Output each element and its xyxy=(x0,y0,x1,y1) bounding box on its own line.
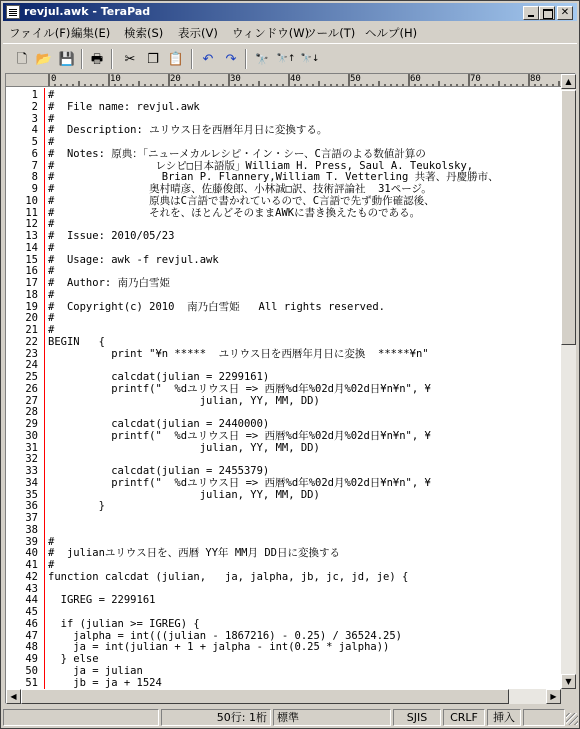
editor-line[interactable] xyxy=(6,453,561,465)
minimize-button[interactable] xyxy=(523,6,539,20)
line-number: 41 xyxy=(25,559,38,571)
editor-line[interactable] xyxy=(6,277,561,289)
editor-line[interactable] xyxy=(6,418,561,430)
line-number: 22 xyxy=(25,335,38,348)
line-text: print "¥n ***** ユリウス日を西暦年月日に変換 *****¥n" xyxy=(48,347,429,360)
line-number: 26 xyxy=(25,382,38,395)
editor-line[interactable] xyxy=(6,336,561,348)
scroll-down-icon[interactable]: ▼ xyxy=(561,674,576,689)
editor-line[interactable] xyxy=(6,395,561,407)
line-number: 21 xyxy=(25,324,38,336)
horizontal-scrollbar[interactable] xyxy=(6,689,561,704)
editor-line[interactable] xyxy=(6,653,561,665)
menu-bar xyxy=(3,22,577,41)
line-text: # xyxy=(48,89,55,101)
editor-pane[interactable] xyxy=(5,73,576,704)
menu-tools[interactable]: ツール(T) xyxy=(305,26,356,40)
undo-icon[interactable]: ↶ xyxy=(202,51,214,67)
line-number: 5 xyxy=(31,136,38,148)
vertical-scrollbar[interactable] xyxy=(561,74,576,689)
line-text: } xyxy=(48,500,105,513)
line-text: # xyxy=(48,324,55,336)
editor-line[interactable] xyxy=(6,207,561,219)
line-number: 11 xyxy=(25,206,38,219)
editor-line[interactable] xyxy=(6,312,561,324)
editor-line[interactable] xyxy=(6,289,561,301)
editor-line[interactable] xyxy=(6,371,561,383)
edit-mode: 標準 xyxy=(273,709,391,726)
new-file-icon[interactable]: 🗋 xyxy=(16,51,28,67)
line-number: 4 xyxy=(31,124,38,137)
line-number: 50 xyxy=(25,664,38,677)
toolbar-separator xyxy=(191,49,193,69)
line-text: # 原典はC言語で書かれているので、C言語で先ず動作確認後、 xyxy=(48,194,435,207)
line-number: 38 xyxy=(25,523,38,536)
line-text: # Description: ユリウス日を西暦年月日に変換する。 xyxy=(48,124,328,137)
line-number: 15 xyxy=(25,253,38,266)
resize-grip-icon[interactable] xyxy=(566,713,578,725)
line-number: 29 xyxy=(25,418,38,430)
menu-edit[interactable]: 編集(E) xyxy=(71,26,111,40)
editor-line[interactable] xyxy=(6,160,561,172)
line-text: # xyxy=(48,265,55,278)
open-folder-icon[interactable]: 📂 xyxy=(35,51,53,67)
editor-line[interactable] xyxy=(6,559,561,571)
redo-icon[interactable]: ↷ xyxy=(225,51,237,67)
line-text: printf(" %dユリウス日 => 西暦%d年%02d月%02d日¥n¥n", ¥ xyxy=(48,429,431,442)
ruler-label: 0 xyxy=(51,74,57,84)
save-icon[interactable]: 💾 xyxy=(58,51,76,67)
title-bar[interactable] xyxy=(3,3,577,21)
copy-icon[interactable]: ❐ xyxy=(147,51,159,67)
line-text: # julianユリウス日を、西暦 YY年 MM月 DD日に変換する xyxy=(48,547,340,560)
find-prev-icon[interactable]: 🔭↑ xyxy=(276,53,296,64)
cut-icon[interactable]: ✂ xyxy=(124,51,136,67)
editor-line[interactable] xyxy=(6,324,561,336)
line-text: julian, YY, MM, DD) xyxy=(48,394,320,407)
menu-help[interactable]: ヘルプ(H) xyxy=(365,26,418,40)
ruler-label: 20 xyxy=(170,74,181,84)
line-number: 28 xyxy=(25,406,38,419)
editor-line[interactable] xyxy=(6,89,561,101)
editor-line[interactable] xyxy=(6,571,561,583)
line-text: # Brian P. Flannery,William T. Vetterling 共著、丹慶勝市、 xyxy=(48,171,499,184)
toolbar-separator xyxy=(111,49,113,69)
ruler-corner xyxy=(6,74,46,87)
line-number: 9 xyxy=(31,183,38,195)
line-text: calcdat(julian = 2440000) xyxy=(48,418,270,430)
editor-line[interactable] xyxy=(6,148,561,160)
menu-search[interactable]: 検索(S) xyxy=(124,26,164,40)
close-button[interactable]: ✕ xyxy=(557,6,573,20)
status-blank xyxy=(3,709,159,726)
line-number: 19 xyxy=(25,300,38,313)
line-number: 12 xyxy=(25,218,38,231)
vertical-scroll-thumb[interactable] xyxy=(561,90,576,345)
line-number: 3 xyxy=(31,112,38,125)
line-text: # Usage: awk -f revjul.awk xyxy=(48,253,219,266)
editor-line[interactable] xyxy=(6,171,561,183)
line-text: # xyxy=(48,241,55,254)
status-bar xyxy=(3,707,579,727)
line-number: 13 xyxy=(25,230,38,242)
editor-line[interactable] xyxy=(6,101,561,113)
line-text: if (julian >= IGREG) { xyxy=(48,617,200,630)
line-number: 16 xyxy=(25,265,38,278)
line-text: # Copyright(c) 2010 南乃白雪姫 All rights reserved. xyxy=(48,300,385,313)
line-text: # xyxy=(48,112,55,125)
line-number: 7 xyxy=(31,159,38,172)
line-number: 39 xyxy=(25,535,38,548)
line-number: 18 xyxy=(25,288,38,301)
newline-type: CRLF xyxy=(443,709,485,726)
line-text: ja = julian xyxy=(48,664,143,677)
ruler-label: 40 xyxy=(290,74,301,84)
editor-line[interactable] xyxy=(6,383,561,395)
line-number: 10 xyxy=(25,194,38,207)
line-number: 36 xyxy=(25,500,38,513)
line-text: jb = ja + 1524 xyxy=(48,676,162,689)
editor-line[interactable] xyxy=(6,406,561,418)
line-number: 43 xyxy=(25,582,38,595)
line-number: 33 xyxy=(25,465,38,477)
line-number: 37 xyxy=(25,512,38,524)
editor-line[interactable] xyxy=(6,359,561,371)
scroll-up-icon[interactable]: ▲ xyxy=(561,74,576,89)
line-number: 49 xyxy=(25,653,38,665)
line-text: # xyxy=(48,218,55,231)
line-text: # xyxy=(48,312,55,325)
editor-line[interactable] xyxy=(6,512,561,524)
line-number: 17 xyxy=(25,277,38,289)
ruler-ticks xyxy=(46,74,561,87)
line-text: function calcdat (julian, ja, jalpha, jb, jc, jd, je) { xyxy=(48,570,409,583)
line-number: 32 xyxy=(25,453,38,466)
line-number: 6 xyxy=(31,147,38,160)
editor-line[interactable] xyxy=(6,136,561,148)
line-number: 45 xyxy=(25,606,38,618)
line-text: julian, YY, MM, DD) xyxy=(48,441,320,454)
ruler-label: 60 xyxy=(410,74,421,84)
line-number: 34 xyxy=(25,476,38,489)
line-text: calcdat(julian = 2299161) xyxy=(48,371,270,383)
editor-line[interactable] xyxy=(6,630,561,642)
toolbar-separator xyxy=(81,49,83,69)
editor-line[interactable] xyxy=(6,113,561,125)
insert-mode: 挿入 xyxy=(487,709,521,726)
line-text: # xyxy=(48,559,55,571)
editor-line[interactable] xyxy=(6,265,561,277)
line-number: 14 xyxy=(25,241,38,254)
line-number: 1 xyxy=(31,89,38,101)
window-title: revjul.awk - TeraPad xyxy=(24,5,151,18)
line-number: 48 xyxy=(25,641,38,654)
scroll-left-icon[interactable]: ◀ xyxy=(6,689,21,704)
line-text: # Notes: 原典：「ニューメカルレシピ・イン・シー、C言語のよる数値計算の xyxy=(48,147,426,160)
text-area[interactable] xyxy=(6,88,561,689)
editor-line[interactable] xyxy=(6,583,561,595)
editor-line[interactable] xyxy=(6,195,561,207)
line-number: 35 xyxy=(25,488,38,501)
line-number: 51 xyxy=(25,676,38,689)
editor-line[interactable] xyxy=(6,547,561,559)
editor-line[interactable] xyxy=(6,489,561,501)
line-number: 46 xyxy=(25,617,38,630)
line-text: # 奥村晴彦、佐藤俊郎、小林誠□訳、技術評論社 31ページ。 xyxy=(48,183,432,195)
line-text: # File name: revjul.awk xyxy=(48,100,200,113)
editor-line[interactable] xyxy=(6,218,561,230)
editor-line[interactable] xyxy=(6,242,561,254)
line-number: 40 xyxy=(25,547,38,560)
ruler-label: 30 xyxy=(230,74,241,84)
column-ruler xyxy=(46,74,561,87)
editor-line[interactable] xyxy=(6,230,561,242)
line-text: # xyxy=(48,136,55,148)
scroll-right-icon[interactable]: ▶ xyxy=(546,689,561,704)
line-number: 44 xyxy=(25,594,38,607)
line-text: printf(" %dユリウス日 => 西暦%d年%02d月%02d日¥n¥n", ¥ xyxy=(48,382,431,395)
line-number: 30 xyxy=(25,429,38,442)
line-text: # それを、ほとんどそのままAWKに書き換えたものである。 xyxy=(48,206,421,219)
find-next-icon[interactable]: 🔭↓ xyxy=(300,53,320,64)
editor-line[interactable] xyxy=(6,524,561,536)
ruler-label: 10 xyxy=(110,74,121,84)
line-text: IGREG = 2299161 xyxy=(48,594,156,607)
line-number: 20 xyxy=(25,312,38,325)
paste-icon[interactable]: 📋 xyxy=(167,51,185,67)
line-number: 31 xyxy=(25,441,38,454)
editor-line[interactable] xyxy=(6,606,561,618)
status-extra xyxy=(523,709,565,726)
editor-line[interactable] xyxy=(6,677,561,689)
line-text: # Author: 南乃白雪姫 xyxy=(48,277,171,289)
line-number: 42 xyxy=(25,570,38,583)
line-text: printf(" %dユリウス日 => 西暦%d年%02d月%02d日¥n¥n", ¥ xyxy=(48,476,431,489)
line-text: } else xyxy=(48,653,99,665)
line-number: 25 xyxy=(25,371,38,383)
line-text: calcdat(julian = 2455379) xyxy=(48,465,270,477)
editor-line[interactable] xyxy=(6,254,561,266)
line-number: 2 xyxy=(31,100,38,113)
toolbar-separator xyxy=(245,49,247,69)
editor-line[interactable] xyxy=(6,641,561,653)
editor-line[interactable] xyxy=(6,500,561,512)
menu-file[interactable]: ファイル(F) xyxy=(9,26,71,40)
line-text: # xyxy=(48,535,55,548)
menu-window[interactable]: ウィンドウ(W) xyxy=(232,26,310,40)
ruler-label: 50 xyxy=(350,74,361,84)
editor-line[interactable] xyxy=(6,665,561,677)
line-text: jalpha = int(((julian - 1867216) - 0.25) / 36524.25) xyxy=(48,629,403,642)
horizontal-scroll-thumb[interactable] xyxy=(21,689,509,704)
line-text: # xyxy=(48,288,55,301)
line-text: # Issue: 2010/05/23 xyxy=(48,230,175,242)
ruler-label: 80 xyxy=(530,74,541,84)
line-text: BEGIN { xyxy=(48,335,105,348)
maximize-button[interactable] xyxy=(539,6,555,20)
print-icon[interactable]: 🖶 xyxy=(90,51,104,67)
line-number: 23 xyxy=(25,347,38,360)
line-text: ja = int(julian + 1 + jalpha - int(0.25 * jalpha)) xyxy=(48,641,390,654)
find-icon[interactable]: 🔭 xyxy=(255,52,269,66)
line-number: 24 xyxy=(25,359,38,372)
editor-line[interactable] xyxy=(6,183,561,195)
line-number: 27 xyxy=(25,394,38,407)
notepad-app-icon[interactable] xyxy=(6,5,20,19)
toolbar xyxy=(3,43,577,71)
editor-line[interactable] xyxy=(6,301,561,313)
cursor-position: 50行: 1桁 xyxy=(161,709,271,726)
editor-line[interactable] xyxy=(6,442,561,454)
menu-view[interactable]: 表示(V) xyxy=(178,26,218,40)
editor-line[interactable] xyxy=(6,348,561,360)
editor-line[interactable] xyxy=(6,618,561,630)
editor-line[interactable] xyxy=(6,430,561,442)
editor-line[interactable] xyxy=(6,536,561,548)
scrollbar-corner xyxy=(561,689,576,704)
line-number: 47 xyxy=(25,629,38,642)
line-text: julian, YY, MM, DD) xyxy=(48,488,320,501)
editor-line[interactable] xyxy=(6,124,561,136)
line-number: 8 xyxy=(31,171,38,184)
editor-line[interactable] xyxy=(6,477,561,489)
ruler-label: 70 xyxy=(470,74,481,84)
encoding: SJIS xyxy=(393,709,441,726)
editor-line[interactable] xyxy=(6,465,561,477)
line-text: # レシピ□日本語版」William H. Press, Saul A. Teukolsky, xyxy=(48,159,474,172)
editor-line[interactable] xyxy=(6,594,561,606)
